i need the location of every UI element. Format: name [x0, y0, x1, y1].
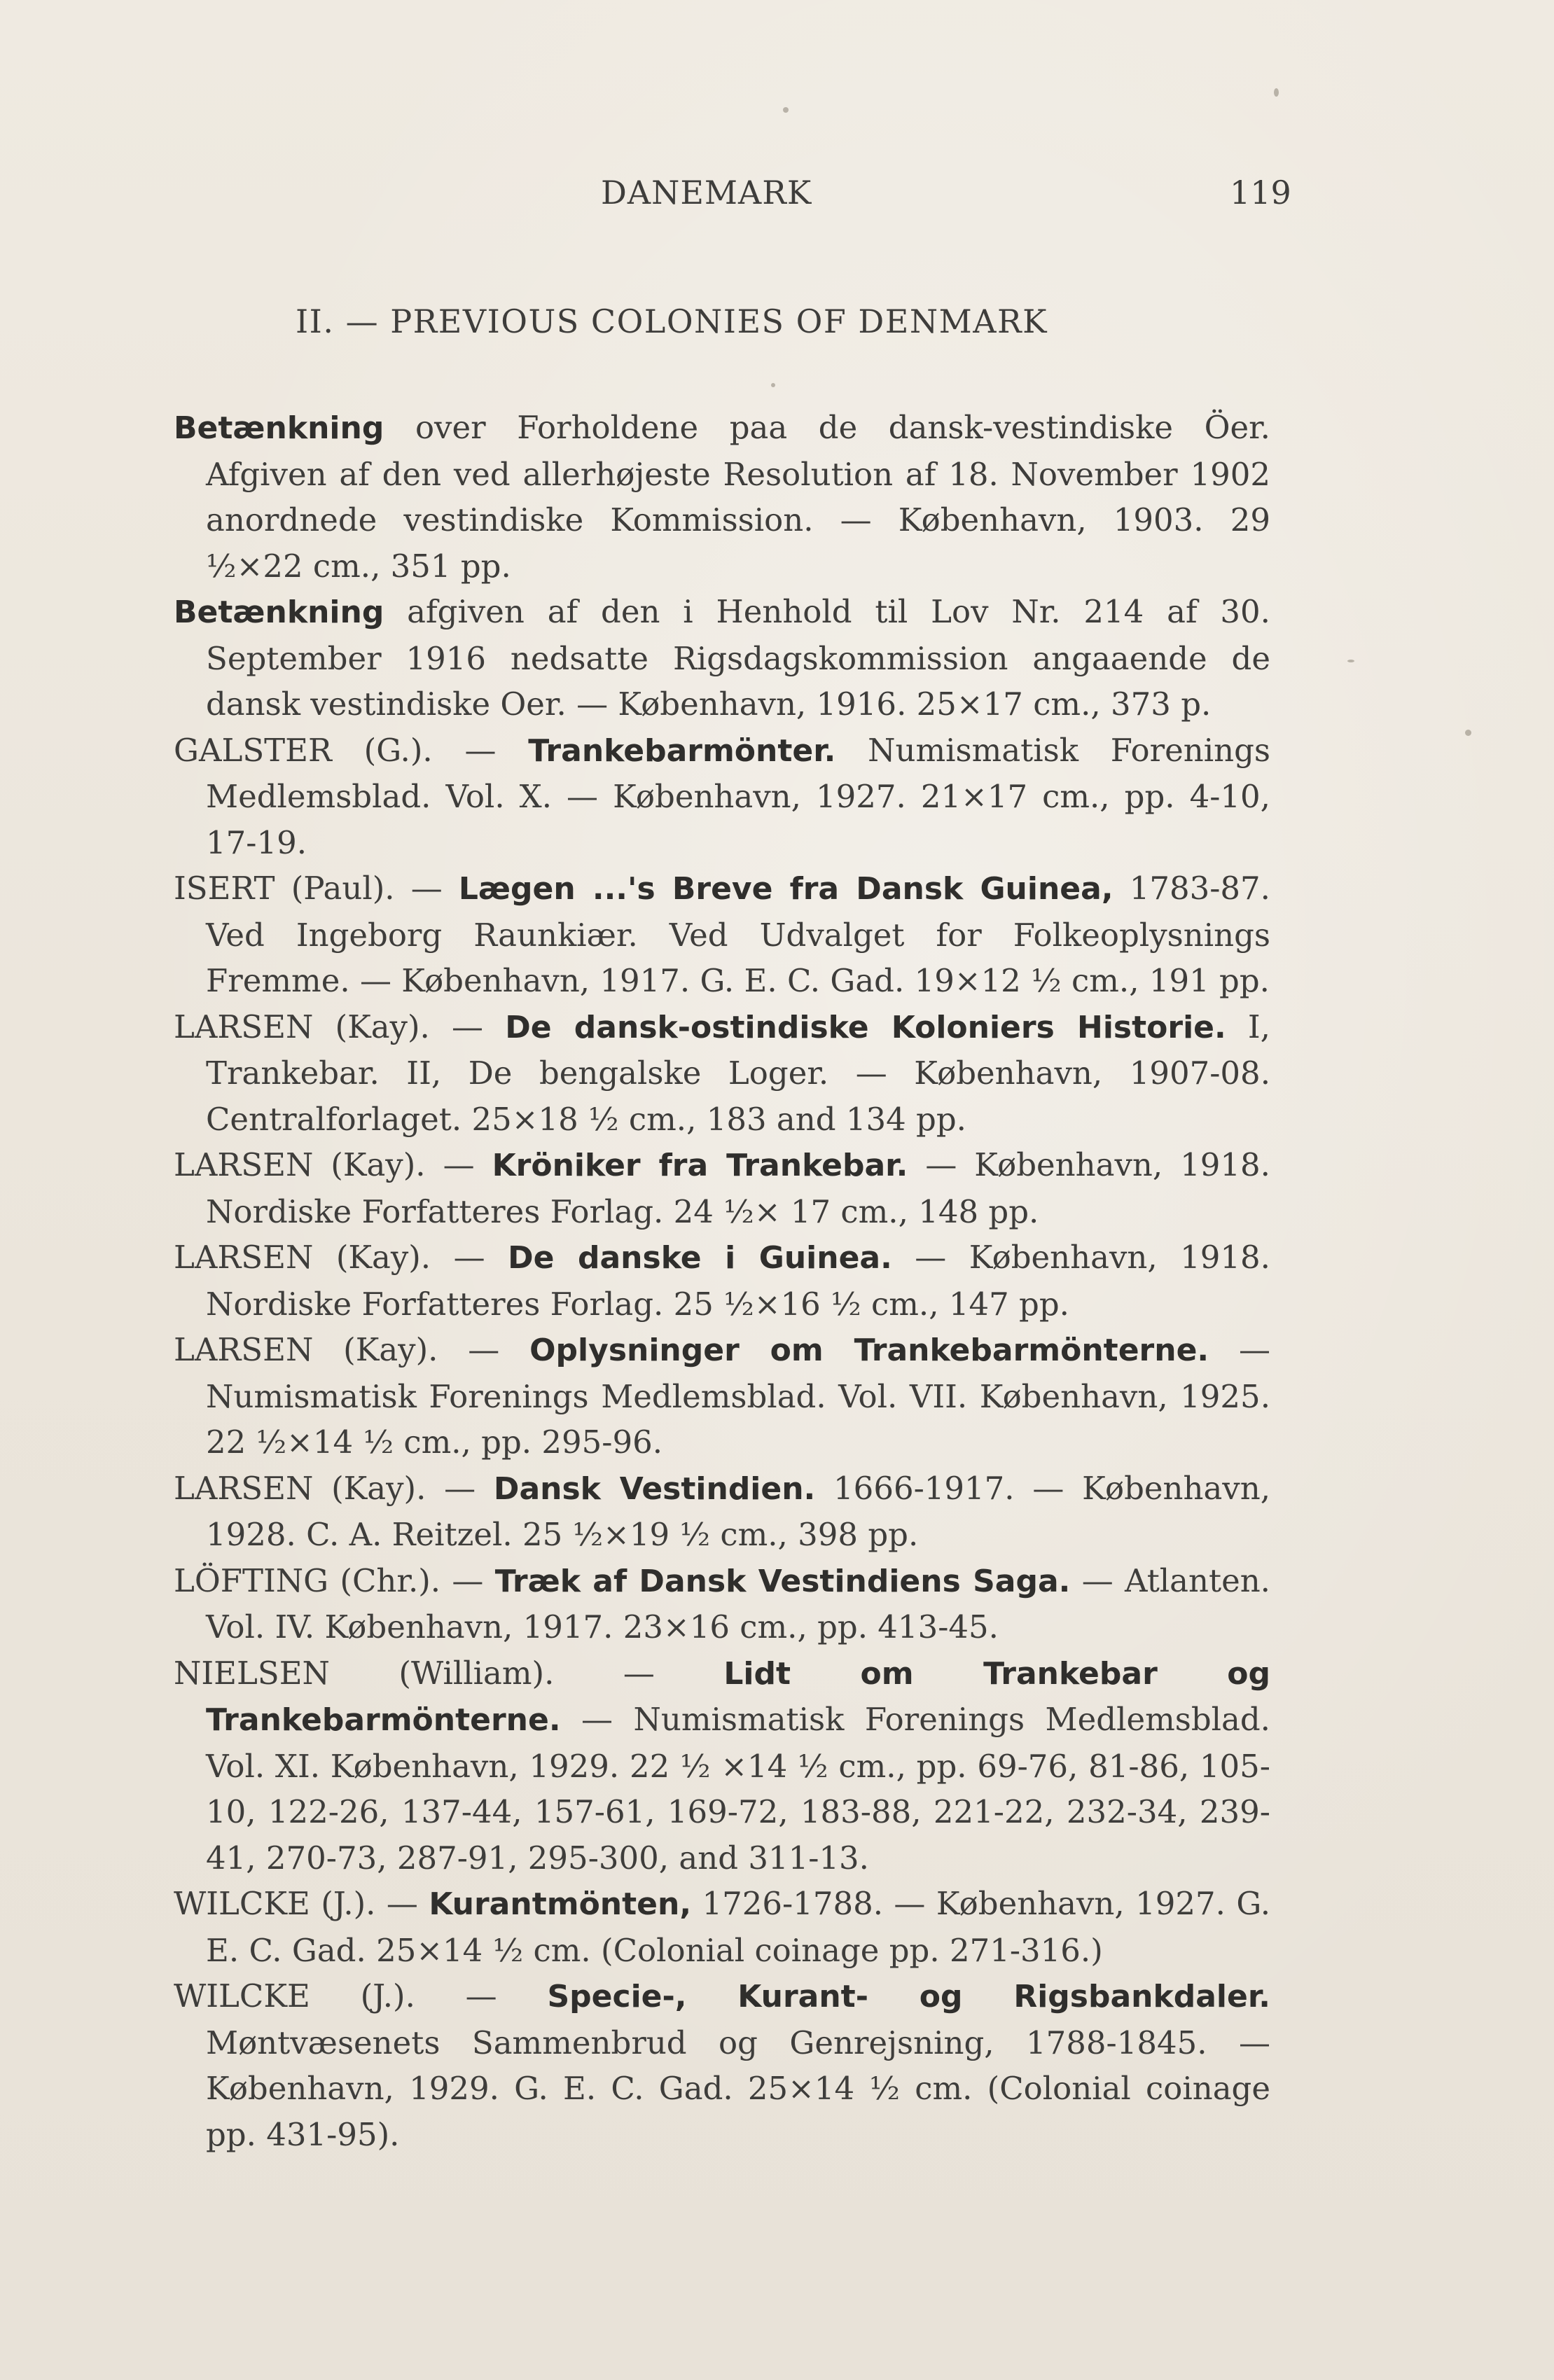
entry-title: Betænkning	[174, 594, 384, 630]
paper-speck	[1274, 88, 1279, 97]
entry-title: Kurantmönten,	[429, 1886, 692, 1922]
entry-title: Oplysninger om Trankebarmönterne.	[529, 1332, 1209, 1368]
entry-title: Specie-, Kurant- og Rigsbankdaler.	[547, 1979, 1270, 2014]
bibliography-entry	[174, 728, 1270, 866]
bibliography-entry	[174, 1973, 1270, 2157]
entry-details: 1726-1788. — København, 1927. G. E. C. Gad. 25×14 ½ cm. (Colonial coinage pp. 271-316.)	[206, 1885, 1270, 1969]
entry-title: Lægen ...'s Breve fra Dansk Guinea,	[458, 871, 1114, 907]
bibliography-entry	[174, 1466, 1270, 1558]
entry-author: LARSEN (Kay). —	[174, 1146, 492, 1183]
bibliography-entry	[174, 1650, 1270, 1881]
entry-details: afgiven af den i Henhold til Lov Nr. 214 af 30. September 1916 nedsatte Rigsdagskommission angaaende de dansk vestindiske Oer. — København, 1916. 25×17 cm., 373 p.	[206, 593, 1270, 723]
bibliography-list	[174, 405, 1270, 2157]
bibliography-entry	[174, 1142, 1270, 1234]
entry-title: Træk af Dansk Vestindiens Saga.	[494, 1563, 1071, 1599]
entry-details: — København, 1918. Nordiske Forfatteres Forlag. 24 ½× 17 cm., 148 pp.	[206, 1146, 1270, 1230]
entry-details: — Numismatisk Forenings Medlemsblad. Vol. XI. København, 1929. 22 ½ ×14 ½ cm., pp. 69-76, 81-86, 105-10, 122-26, 137-44, 157-61, 169-72, 183-88, 221-22, 232-34, 239-41, 270-73, 287-91, 295-300, and 311-13.	[206, 1701, 1270, 1877]
entry-author: LARSEN (Kay). —	[174, 1008, 506, 1045]
entry-details: — København, 1918. Nordiske Forfatteres Forlag. 25 ½×16 ½ cm., 147 pp.	[206, 1239, 1270, 1323]
entry-title: Trankebarmönter.	[528, 732, 836, 769]
entry-title: De dansk-ostindiske Koloniers Historie.	[505, 1009, 1226, 1045]
bibliography-entry	[174, 865, 1270, 1004]
page-number: 119	[1230, 174, 1291, 211]
paper-speck	[771, 383, 775, 387]
entry-details: 1666-1917. — København, 1928. C. A. Reitzel. 25 ½×19 ½ cm., 398 pp.	[206, 1469, 1271, 1553]
bibliography-entry	[174, 1327, 1270, 1466]
entry-title: Dansk Vestindien.	[493, 1470, 816, 1507]
entry-title: Kröniker fra Trankebar.	[492, 1148, 908, 1183]
entry-author: ISERT (Paul). —	[174, 870, 459, 907]
entry-details: — Atlanten. Vol. IV. København, 1917. 23×16 cm., pp. 413-45.	[206, 1561, 1270, 1645]
entry-details: — Numismatisk Forenings Medlemsblad. Vol. VII. København, 1925. 22 ½×14 ½ cm., pp. 295-96.	[206, 1331, 1270, 1461]
entry-author: WILCKE (J.). —	[174, 1977, 548, 2014]
bibliography-entry	[174, 1004, 1270, 1143]
entry-author: WILCKE (J.). —	[174, 1885, 429, 1922]
bibliography-entry	[174, 405, 1270, 589]
paper-speck	[1347, 660, 1354, 662]
entry-details: Møntvæsenets Sammenbrud og Genrejsning, 1788-1845. — København, 1929. G. E. C. Gad. 25×14 ½ cm. (Colonial coinage pp. 431-95).	[206, 2024, 1270, 2153]
entry-details: I, Trankebar. II, De bengalske Loger. — København, 1907-08. Centralforlaget. 25×18 ½ cm., 183 and 134 pp.	[206, 1008, 1270, 1138]
entry-details: over Forholdene paa de dansk-vestindiske Öer. Afgiven af den ved allerhøjeste Resolution af 18. November 1902 anordnede vestindiske Kommission. — København, 1903. 29 ½×22 cm., 351 pp.	[206, 409, 1270, 585]
entry-title: Betænkning	[174, 410, 384, 446]
paper-speck	[783, 107, 789, 113]
section-title: II. — PREVIOUS COLONIES OF DENMARK	[296, 302, 1048, 340]
entry-author: LARSEN (Kay). —	[174, 1331, 530, 1368]
entry-title: De danske i Guinea.	[508, 1240, 892, 1276]
entry-author: LARSEN (Kay). —	[174, 1239, 508, 1276]
bibliography-entry	[174, 1234, 1270, 1327]
entry-details: 1783-87. Ved Ingeborg Raunkiær. Ved Udvalget for Folkeoplysnings Fremme. — København, 1917. G. E. C. Gad. 19×12 ½ cm., 191 pp.	[206, 870, 1270, 999]
entry-details: Numismatisk Forenings Medlemsblad. Vol. X. — København, 1927. 21×17 cm., pp. 4-10, 17-19.	[206, 731, 1270, 861]
paper-speck	[1465, 730, 1471, 736]
entry-author: LARSEN (Kay). —	[174, 1469, 494, 1507]
entry-author: NIELSEN (William). —	[174, 1654, 724, 1692]
running-title: DANEMARK	[601, 174, 812, 211]
entry-author: LÖFTING (Chr.). —	[174, 1561, 495, 1599]
bibliography-entry	[174, 589, 1270, 728]
bibliography-entry	[174, 1881, 1270, 1973]
running-header	[0, 174, 1554, 216]
bibliography-entry	[174, 1558, 1270, 1650]
entry-author: GALSTER (G.). —	[174, 731, 529, 769]
entry-title: Lidt om Trankebar og Trankebarmönterne.	[206, 1655, 1270, 1738]
